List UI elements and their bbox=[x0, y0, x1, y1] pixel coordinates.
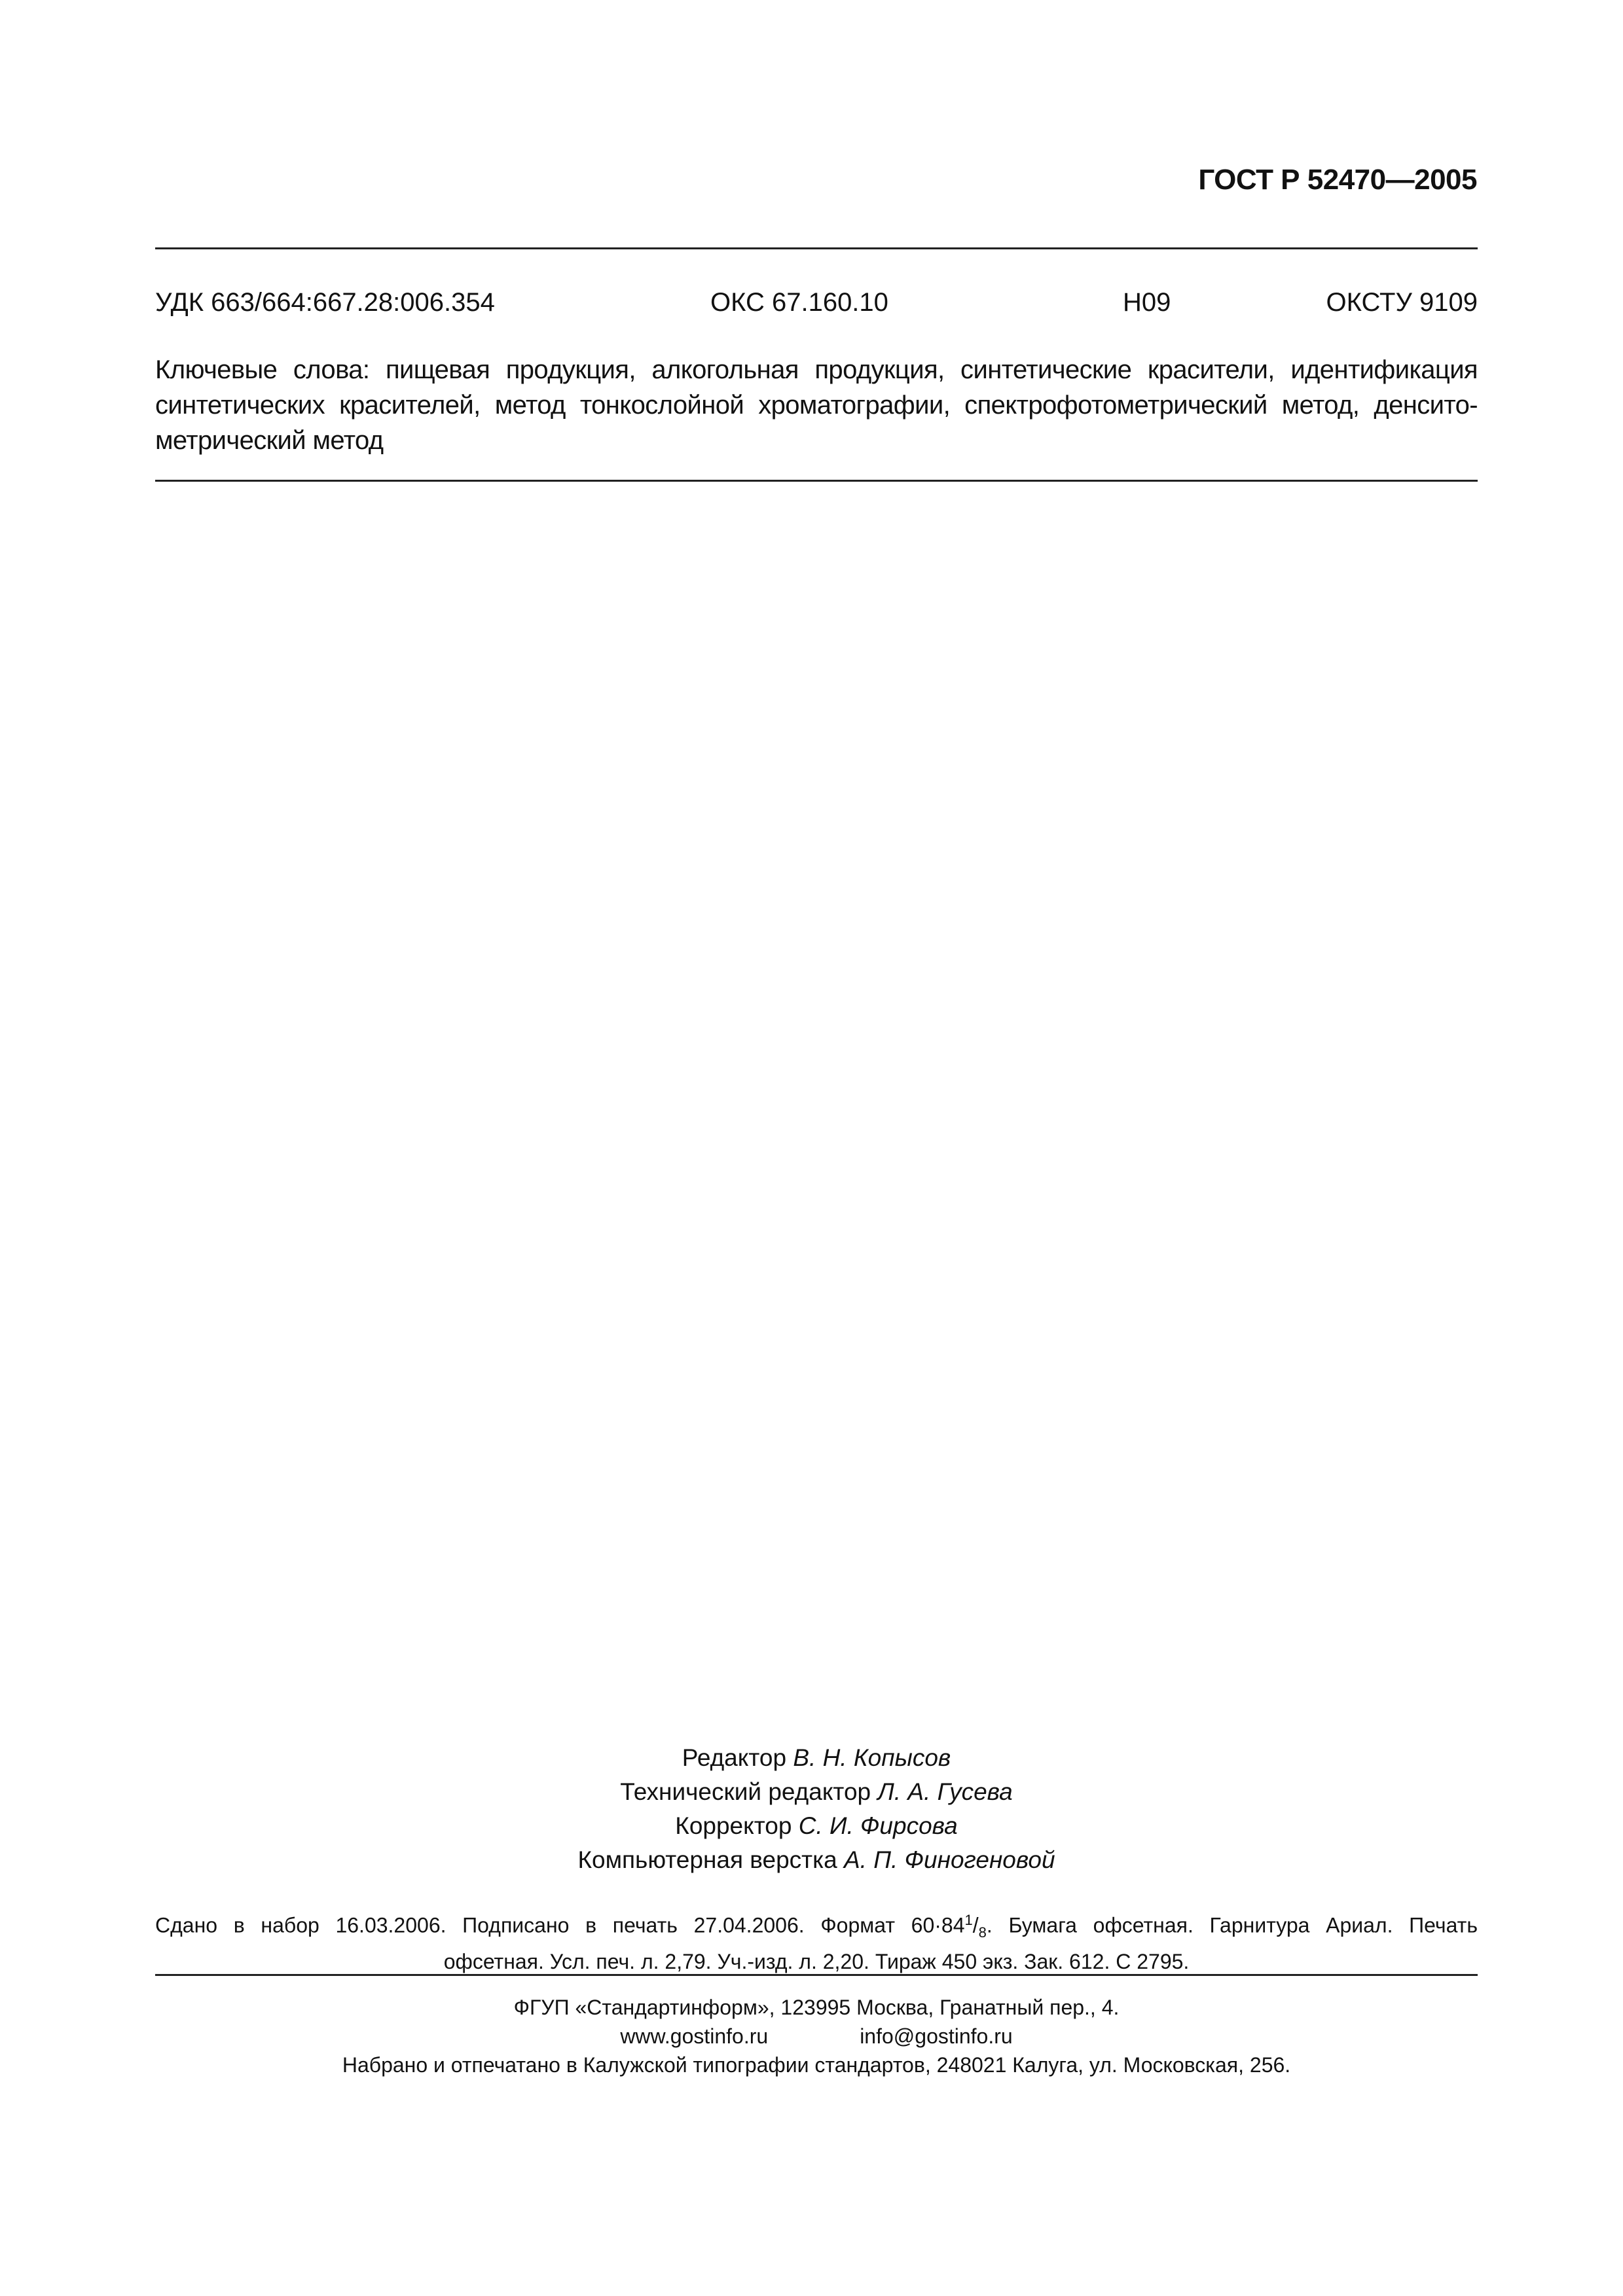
credit-person: В. Н. Копысов bbox=[793, 1744, 951, 1771]
credit-role: Корректор bbox=[675, 1812, 792, 1839]
credit-role: Редактор bbox=[682, 1744, 787, 1771]
publisher-contacts bbox=[620, 2022, 1012, 2051]
format-denominator: 8 bbox=[978, 1924, 987, 1941]
publisher-divider bbox=[155, 1974, 1478, 1976]
printer-info: Набрано и отпечатано в Калужской типографии стандартов, 248021 Калуга, ул. Московская, 256. bbox=[342, 2053, 1291, 2077]
credit-tech-editor bbox=[155, 1775, 1478, 1809]
credit-person: А. П. Финогеновой bbox=[844, 1846, 1055, 1873]
credits-block bbox=[155, 1741, 1478, 1877]
group-code: Н09 bbox=[1123, 288, 1171, 317]
credit-person: Л. А. Гусева bbox=[877, 1778, 1013, 1805]
classification-row bbox=[155, 288, 1478, 327]
keywords-divider bbox=[155, 480, 1478, 482]
print-info-text: Сдано в набор 16.03.2006. Подписано в печать 27.04.2006. Формат 60·84 bbox=[155, 1913, 965, 1937]
credit-role: Компьютерная верстка bbox=[577, 1846, 837, 1873]
credit-person: С. И. Фирсова bbox=[798, 1812, 958, 1839]
oks-code: ОКС 67.160.10 bbox=[710, 288, 888, 317]
credit-corrector bbox=[155, 1809, 1478, 1843]
print-info-line-1 bbox=[155, 1906, 1478, 1947]
credit-layout bbox=[155, 1843, 1478, 1877]
okstu-code: ОКСТУ 9109 bbox=[1326, 288, 1478, 317]
print-info-block bbox=[155, 1906, 1478, 1976]
credit-role: Технический редактор bbox=[620, 1778, 871, 1805]
print-info-line-2: офсетная. Усл. печ. л. 2,79. Уч.-изд. л. 2,20. Тираж 450 экз. Зак. 612. С 2795. bbox=[443, 1950, 1190, 1974]
publisher-address: ФГУП «Стандартинформ», 123995 Москва, Гранатный пер., 4. bbox=[513, 1996, 1120, 2019]
credit-editor bbox=[155, 1741, 1478, 1775]
keywords-paragraph: Ключевые слова: пищевая продукция, алкогольная продукция, синтетические красители, идентификация синтетических красителей, метод тонкослойной хроматографии, спектрофотометрический метод, денсито-метрический метод bbox=[155, 355, 1478, 455]
udk-code: УДК 663/664:667.28:006.354 bbox=[155, 288, 495, 317]
publisher-email-link[interactable]: info@gostinfo.ru bbox=[860, 2024, 1013, 2048]
print-info-text: . Бумага офсетная. Гарнитура Ариал. Печать bbox=[986, 1913, 1478, 1937]
format-numerator: 1 bbox=[964, 1912, 973, 1928]
top-divider bbox=[155, 247, 1478, 249]
document-code: ГОСТ Р 52470—2005 bbox=[1198, 164, 1477, 196]
publisher-website-link[interactable]: www.gostinfo.ru bbox=[620, 2024, 769, 2048]
publisher-block bbox=[155, 1993, 1478, 2079]
format-slash: / bbox=[972, 1913, 979, 1937]
